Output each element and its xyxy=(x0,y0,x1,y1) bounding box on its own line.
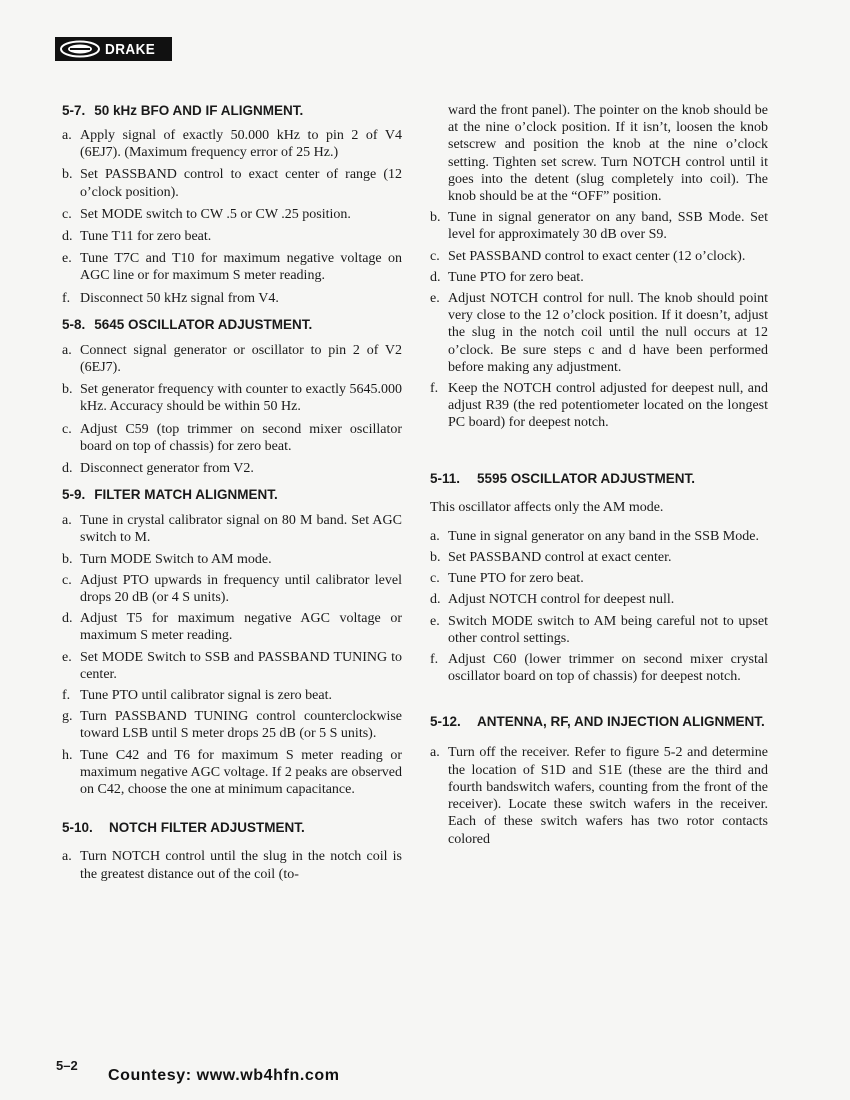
list-item: e. Switch MODE switch to AM being careful not to upset other control settings. xyxy=(430,613,768,646)
section-heading-5-8 xyxy=(62,316,402,333)
list-item: d. Tune PTO for zero beat. xyxy=(430,269,584,285)
section-title: NOTCH FILTER ADJUSTMENT. xyxy=(109,820,305,836)
left-column xyxy=(62,102,402,883)
list-item: b. Turn MODE Switch to AM mode. xyxy=(62,551,272,567)
right-column xyxy=(430,102,768,848)
section-title: 5645 OSCILLATOR ADJUSTMENT. xyxy=(94,316,313,332)
list-item: e. Set MODE Switch to SSB and PASSBAND TUNING to center. xyxy=(62,649,402,682)
list-item: a. Apply signal of exactly 50.000 kHz to pin 2 of V4 (6EJ7). (Maximum frequency error of 25 Hz.) xyxy=(62,128,402,161)
list-item: b. Set PASSBAND control at exact center. xyxy=(430,550,672,566)
list-item: f. Tune PTO until calibrator signal is zero beat. xyxy=(62,688,332,704)
list-item: a. Turn off the receiver. Refer to figure 5-2 and determine the location of S1D and S1E (these are the third and fourth bandswitch wafers, counting from the front of the receiver). Locate these switch wafers in the receiver. Each of these switch wafers has two rotor contacts colored xyxy=(430,745,768,847)
section-heading-5-10 xyxy=(62,819,402,836)
section-title: 5595 OSCILLATOR ADJUSTMENT. xyxy=(477,470,696,486)
section-intro: This oscillator affects only the AM mode. xyxy=(430,499,664,515)
section-number: 5-11. xyxy=(430,470,461,486)
list-item: d. Tune T11 for zero beat. xyxy=(62,229,212,245)
list-item: c. Adjust PTO upwards in frequency until calibrator level drops 20 dB (or 4 S units). xyxy=(62,572,402,606)
list-item: d. Disconnect generator from V2. xyxy=(62,461,254,477)
section-number: 5-8. xyxy=(62,316,86,332)
list-item: b. Tune in signal generator on any band, SSB Mode. Set level for approximately 30 dB over S9. xyxy=(430,210,768,243)
list-item: d. Adjust T5 for maximum negative AGC voltage or maximum S meter reading. xyxy=(62,611,402,644)
section-heading-5-7 xyxy=(62,102,402,119)
courtesy-credit: Countesy: www.wb4hfn.com xyxy=(108,1067,340,1084)
list-item: g. Turn PASSBAND TUNING control counterclockwise toward LSB until S meter drops 25 dB (or 5 S units). xyxy=(62,709,402,742)
list-item: f. Adjust C60 (lower trimmer on second mixer crystal oscillator board on top of chassis) for deepest notch. xyxy=(430,652,768,685)
list-item-continued: ward the front panel). The pointer on the knob should be at the nine o’clock position. If it isn’t, loosen the knob setscrew and position the knob at the nine o’clock setting. Tighten set screw. Turn NOTCH control until it goes into the detent (slug completely into coil). The knob should be at the “OFF” position. xyxy=(448,103,768,205)
list-item: a. Tune in signal generator on any band in the SSB Mode. xyxy=(430,528,759,544)
section-title: FILTER MATCH ALIGNMENT. xyxy=(94,487,278,503)
list-item: c. Adjust C59 (top trimmer on second mixer oscillator board on top of chassis) for zero beat. xyxy=(62,421,402,454)
list-item: h. Tune C42 and T6 for maximum S meter reading or maximum negative AGC voltage. If 2 peaks are observed on C42, choose the one at minimum capacitance. xyxy=(62,747,402,798)
section-number: 5-9. xyxy=(62,487,86,503)
drake-logo xyxy=(55,37,172,61)
logo-text: DRAKE xyxy=(105,40,156,58)
list-item: b. Set PASSBAND control to exact center of range (12 o’clock position). xyxy=(62,167,402,200)
section-number: 5-7. xyxy=(62,103,86,118)
list-item: e. Tune T7C and T10 for maximum negative voltage on AGC line or for maximum S meter reading. xyxy=(62,251,402,284)
page-number: 5–2 xyxy=(56,1058,78,1073)
section-heading-5-11 xyxy=(430,470,768,487)
section-title: 50 kHz BFO AND IF ALIGNMENT. xyxy=(94,103,304,118)
list-item: e. Adjust NOTCH control for null. The knob should point very close to the 12 o’clock position. If it doesn’t, adjust the slug in the notch coil until the null occurs at 12 o’clock. Be sure steps c and d have been performed before making any adjustment. xyxy=(430,291,768,375)
section-number: 5-10. xyxy=(62,820,93,836)
section-number: 5-12. xyxy=(430,714,461,730)
section-heading-5-9 xyxy=(62,486,402,503)
list-item: b. Set generator frequency with counter to exactly 5645.000 kHz. Accuracy should be within 50 Hz. xyxy=(62,382,402,415)
list-item: a. Tune in crystal calibrator signal on 80 M band. Set AGC switch to M. xyxy=(62,513,402,546)
list-item: f. Disconnect 50 kHz signal from V4. xyxy=(62,290,279,306)
drake-emblem-icon xyxy=(59,40,101,58)
list-item: f. Keep the NOTCH control adjusted for deepest null, and adjust R39 (the red potentiometer located on the longest PC board) for deepest notch. xyxy=(430,381,768,431)
list-item: c. Tune PTO for zero beat. xyxy=(430,571,584,587)
list-item: c. Set MODE switch to CW .5 or CW .25 position. xyxy=(62,206,351,222)
list-item: a. Turn NOTCH control until the slug in the notch coil is the greatest distance out of the coil (to- xyxy=(62,849,402,882)
section-heading-5-12 xyxy=(430,713,768,730)
list-item: d. Adjust NOTCH control for deepest null. xyxy=(430,592,675,608)
list-item: c. Set PASSBAND control to exact center (12 o’clock). xyxy=(430,248,746,264)
list-item: a. Connect signal generator or oscillator to pin 2 of V2 (6EJ7). xyxy=(62,342,402,376)
section-title: ANTENNA, RF, AND INJECTION ALIGNMENT. xyxy=(477,714,765,730)
